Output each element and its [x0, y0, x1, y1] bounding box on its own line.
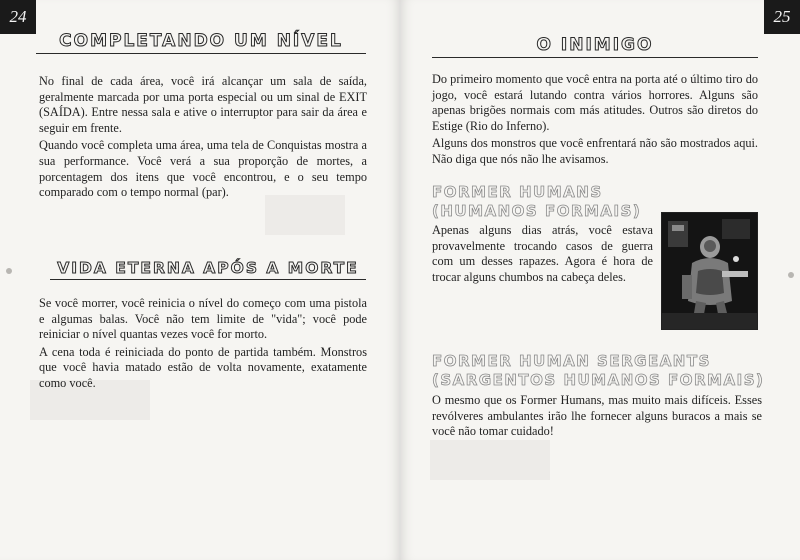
- punch-hole: [6, 268, 12, 274]
- paragraph: Se você morrer, você reinicia o nível do começo com uma pistola e algumas balas. Você não tem limite de "vida"; você pode reiniciar o nível quantas vezes você for morto.: [39, 296, 367, 342]
- monster-title-former-humans: FORMER HUMANS (HUMANOS FORMAIS): [432, 183, 642, 220]
- section-body-completando: [39, 74, 367, 203]
- page-number-right: 25: [764, 0, 800, 34]
- monster-description-former-humans: Apenas alguns dias atrás, você estava provavelmente trocando casos de guerra com um desses rapazes. Agora é hora de trocar alguns chumbos na cabeça deles.: [432, 223, 653, 284]
- heading-rule: [432, 57, 758, 58]
- paragraph: Quando você completa uma área, uma tela de Conquistas mostra a sua performance. Você verá a sua proporção de mortes, a porcentagem dos itens que você encontrou, e o seu tempo comparado com o tempo normal (par).: [39, 138, 367, 200]
- paragraph: No final de cada área, você irá alcançar um sala de saída, geralmente marcada por uma porta especial ou um sinal de EXIT (SAÍDA). Entre nessa sala e ative o interruptor para sair da área e seguir em frente.: [39, 74, 367, 135]
- page-number-left: 24: [0, 0, 36, 34]
- heading-rule: [50, 279, 366, 280]
- former-human-image: [661, 212, 758, 330]
- paragraph: Do primeiro momento que você entra na porta até o último tiro do jogo, você estará lutando contra vários horrores. Alguns são apenas brigões normais com más atitudes. Outros são diretos do Estige (Rio do Inferno).: [432, 72, 758, 133]
- section-body-inimigo: [432, 72, 758, 170]
- paragraph: A cena toda é reiniciada do ponto de partida também. Monstros que você havia matado estão de volta novamente, exatamente como você.: [39, 344, 367, 390]
- former-human-figure: [662, 213, 757, 329]
- monster-description-former-human-sergeants: O mesmo que os Former Humans, mas muito mais difíceis. Esses revólveres ambulantes irão lhe fornecer alguns buracos a mais se você não tomar cuidado!: [432, 393, 762, 439]
- section-heading-inimigo: O INIMIGO: [432, 32, 758, 58]
- punch-hole: [788, 272, 794, 278]
- section-body-vida-eterna: [39, 296, 367, 394]
- section-heading-completando: COMPLETANDO UM NÍVEL: [36, 26, 366, 54]
- paragraph: Alguns dos monstros que você enfrentará não são mostrados aqui. Não diga que nós não lhe avisamos.: [432, 136, 758, 166]
- monster-title-former-human-sergeants: FORMER HUMAN SERGEANTS (SARGENTOS HUMANOS FORMAIS): [432, 352, 765, 389]
- bleed-through-block: [430, 440, 550, 480]
- heading-rule: [36, 53, 366, 54]
- section-heading-vida-eterna: VIDA ETERNA APÓS A MORTE: [50, 254, 366, 280]
